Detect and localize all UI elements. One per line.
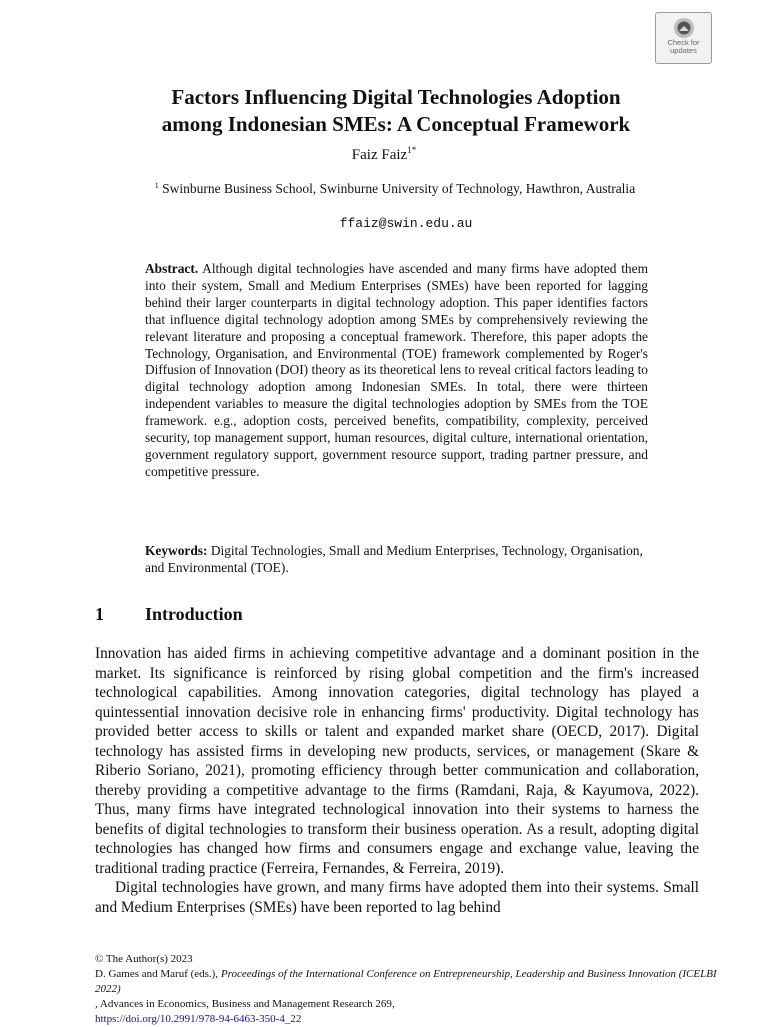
abstract-label: Abstract. [145, 261, 199, 276]
abstract [145, 261, 648, 481]
crossmark-icon [673, 17, 695, 39]
footer [95, 952, 735, 1027]
abstract-text: Although digital technologies have ascended and many firms have adopted them into their system, Small and Medium Enterprises (SMEs) have been reported for lagging behind their larger counterparts in digital technology adoption. This paper identifies factors that influence digital technology adoption among SMEs by comprehensively reviewing the relevant literature and proposing a conceptual framework. Therefore, this paper adopts the Technology, Organisation, and Environmental (TOE) framework complemented by Roger's Diffusion of Innovation (DOI) theory as its theoretical lens to reveal critical factors leading to digital technology adoption among Indonesian SMEs. In total, there were thirteen independent variables to measure the digital technologies adoption by SMEs from the TOE framework. e.g., adoption costs, perceived benefits, compatibility, complexity, perceived security, top management support, human resources, digital culture, international orientation, government regulatory support, government resource support, trading partner pressure, and competitive pressure. [145, 261, 648, 479]
affiliation-text: Swinburne Business School, Swinburne University of Technology, Hawthron, Australia [158, 181, 636, 196]
copyright: © The Author(s) 2023 [95, 953, 193, 965]
affiliation [0, 181, 768, 197]
title-line-2: among Indonesian SMEs: A Conceptual Framework [161, 112, 631, 136]
citation-line-1 [95, 967, 735, 997]
proceedings-title: Proceedings of the International Conference on Entrepreneurship, Leadership and Business Innovation (ICELBI 2022) [95, 968, 717, 995]
keywords-label: Keywords: [145, 543, 208, 558]
author [0, 145, 768, 164]
affiliation-marker: 1 [154, 181, 159, 190]
title-line-1: Factors Influencing Digital Technologies Adoption [171, 85, 621, 109]
citation-line-2 [95, 997, 735, 1012]
paragraph-2: Digital technologies have grown, and many firms have adopted them into their systems. Small and Medium Enterprises (SMEs) have been reported to lag behind [95, 879, 699, 916]
author-name: Faiz Faiz [351, 147, 408, 163]
section-heading [95, 604, 243, 625]
series: , Advances in Economics, Business and Management Research 269, [95, 998, 395, 1010]
body-text [95, 644, 699, 917]
section-title: Introduction [145, 604, 243, 624]
check-for-updates-badge[interactable] [655, 12, 712, 64]
section-number: 1 [95, 604, 104, 624]
paragraph-1: Innovation has aided firms in achieving competitive advantage and a dominant position in the market. Its significance is reinforced by rising global competition and the firm's increased technological capabilities. Among innovation categories, digital technology has played a quintessential innovation decisive role in enhancing firms' productivity. Digital technology has provided better access to skills or talent and expanded market share (OECD, 2017). Digital technology has assisted firms in developing new products, services, or management (Skare & Riberio Soriano, 2021), promoting efficiency through better communication and collaboration, thereby providing a competitive advantage to the firms (Ramdani, Raja, & Kayumova, 2022). Thus, many firms have integrated technological innovation into their systems to harness the benefits of digital technologies to transform their business operation. As a result, adopting digital technologies has changed how firms and consumers engage and exchange value, leaving the traditional trading practice (Ferreira, Fernandes, & Ferreira, 2019). [95, 645, 699, 877]
doi-link[interactable]: https://doi.org/10.2991/978-94-6463-350-4_22 [95, 1013, 302, 1025]
keywords-text: Digital Technologies, Small and Medium Enterprises, Technology, Organisation, and Environmental (TOE). [145, 543, 643, 575]
author-email[interactable]: ffaiz@swin.edu.au [339, 216, 473, 231]
badge-line-2: updates [670, 45, 697, 55]
paper-title [60, 84, 732, 138]
keywords [145, 543, 655, 577]
author-marker: 1* [407, 145, 417, 155]
editors: D. Games and Maruf (eds.), [95, 968, 221, 980]
badge-line-1: Check for [667, 38, 700, 47]
